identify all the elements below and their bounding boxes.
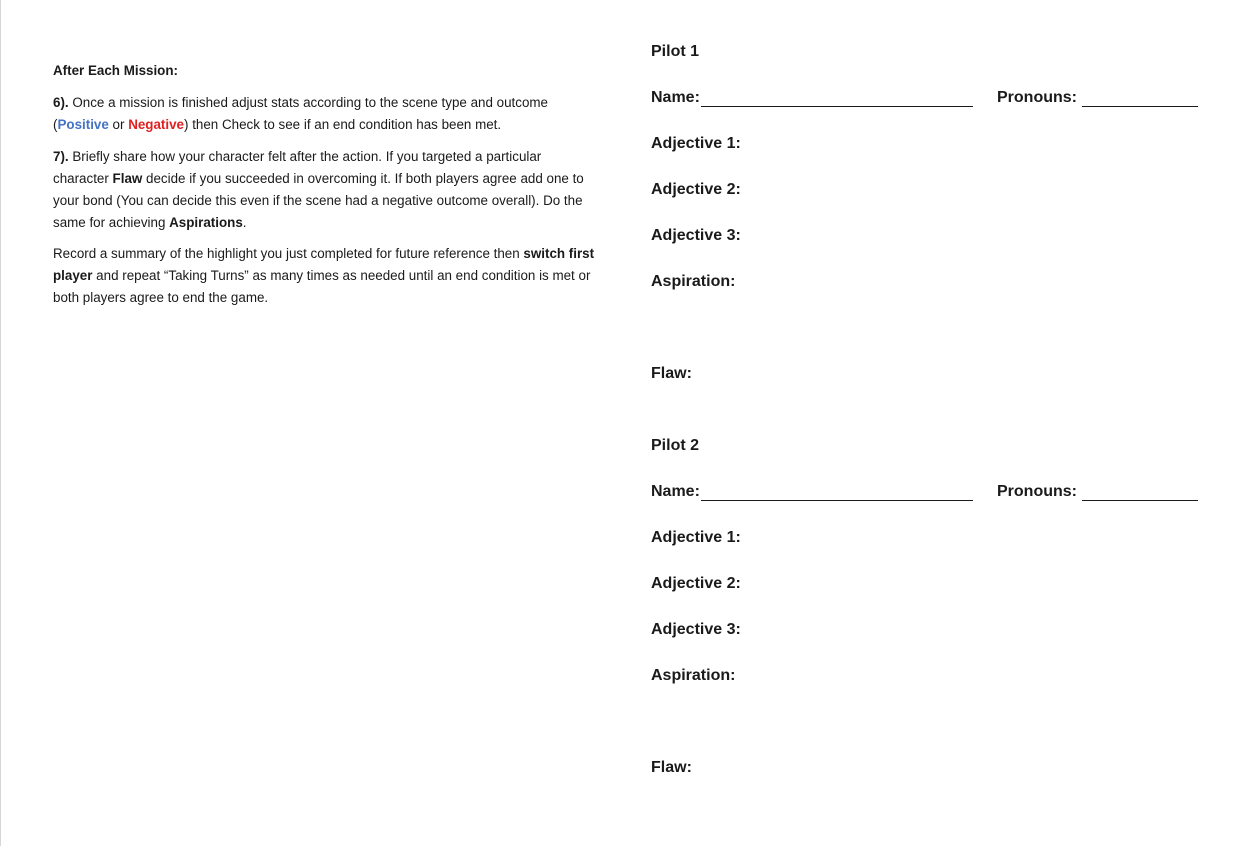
pilot-2-pronouns-label: Pronouns: xyxy=(997,483,1077,500)
record-text-1: Record a summary of the highlight you just completed for future reference then xyxy=(53,246,524,261)
pilot-1-adjective-1-label: Adjective 1: xyxy=(651,135,741,152)
pilot-1-name-label: Name: xyxy=(651,89,700,106)
pilot-2-flaw-label: Flaw: xyxy=(651,759,692,776)
step-6-text-1: Once a mission is finished adjust stats according to the scene type and outcome ( xyxy=(53,95,548,132)
section-heading: After Each Mission: xyxy=(53,63,179,78)
pilot-2-pronouns-field[interactable] xyxy=(1082,500,1198,501)
instructions-column xyxy=(53,60,598,309)
pilot-2-title: Pilot 2 xyxy=(651,437,700,454)
pilot-1-flaw-label: Flaw: xyxy=(651,365,692,382)
switch-first-player-term: switch first player xyxy=(53,246,595,283)
step-6-paragraph xyxy=(53,92,598,136)
step-7-paragraph xyxy=(53,146,598,234)
pilot-2-name-field[interactable] xyxy=(701,500,973,501)
record-text-2: and repeat “Taking Turns” as many times as needed until an end condition is met or both players agree to end the game. xyxy=(53,268,591,305)
step-6-text-3: ) then Check to see if an end condition has been met. xyxy=(184,117,502,132)
pilot-1-name-field[interactable] xyxy=(701,106,973,107)
positive-term: Positive xyxy=(57,117,109,132)
step-7-text-2: decide if you succeeded in overcoming it. If both players agree add one to your bond (You can decide this even if the scene had a negative outcome overall). Do the same for achieving xyxy=(53,171,584,230)
step-7-text-3: . xyxy=(242,215,247,230)
step-7-number: 7). xyxy=(53,149,69,164)
record-paragraph xyxy=(53,243,598,309)
pilot-2-adjective-2-label: Adjective 2: xyxy=(651,575,741,592)
pilot-2-adjective-1-label: Adjective 1: xyxy=(651,529,741,546)
pilot-2-aspiration-label: Aspiration: xyxy=(651,667,736,684)
pilot-1-aspiration-label: Aspiration: xyxy=(651,273,736,290)
step-6-number: 6). xyxy=(53,95,69,110)
step-7-text-1: Briefly share how your character felt after the action. If you targeted a particular character xyxy=(53,149,542,186)
pilot-1-adjective-2-label: Adjective 2: xyxy=(651,181,741,198)
aspirations-term: Aspirations xyxy=(169,215,243,230)
flaw-term: Flaw xyxy=(112,171,143,186)
page-left-edge xyxy=(0,0,1,846)
pilot-1-adjective-3-label: Adjective 3: xyxy=(651,227,741,244)
pilot-1-title: Pilot 1 xyxy=(651,43,700,60)
pilot-1-pronouns-field[interactable] xyxy=(1082,106,1198,107)
pilot-2-adjective-3-label: Adjective 3: xyxy=(651,621,741,638)
step-6-text-2: or xyxy=(108,117,129,132)
negative-term: Negative xyxy=(128,117,185,132)
pilot-1-pronouns-label: Pronouns: xyxy=(997,89,1077,106)
pilot-2-name-label: Name: xyxy=(651,483,700,500)
